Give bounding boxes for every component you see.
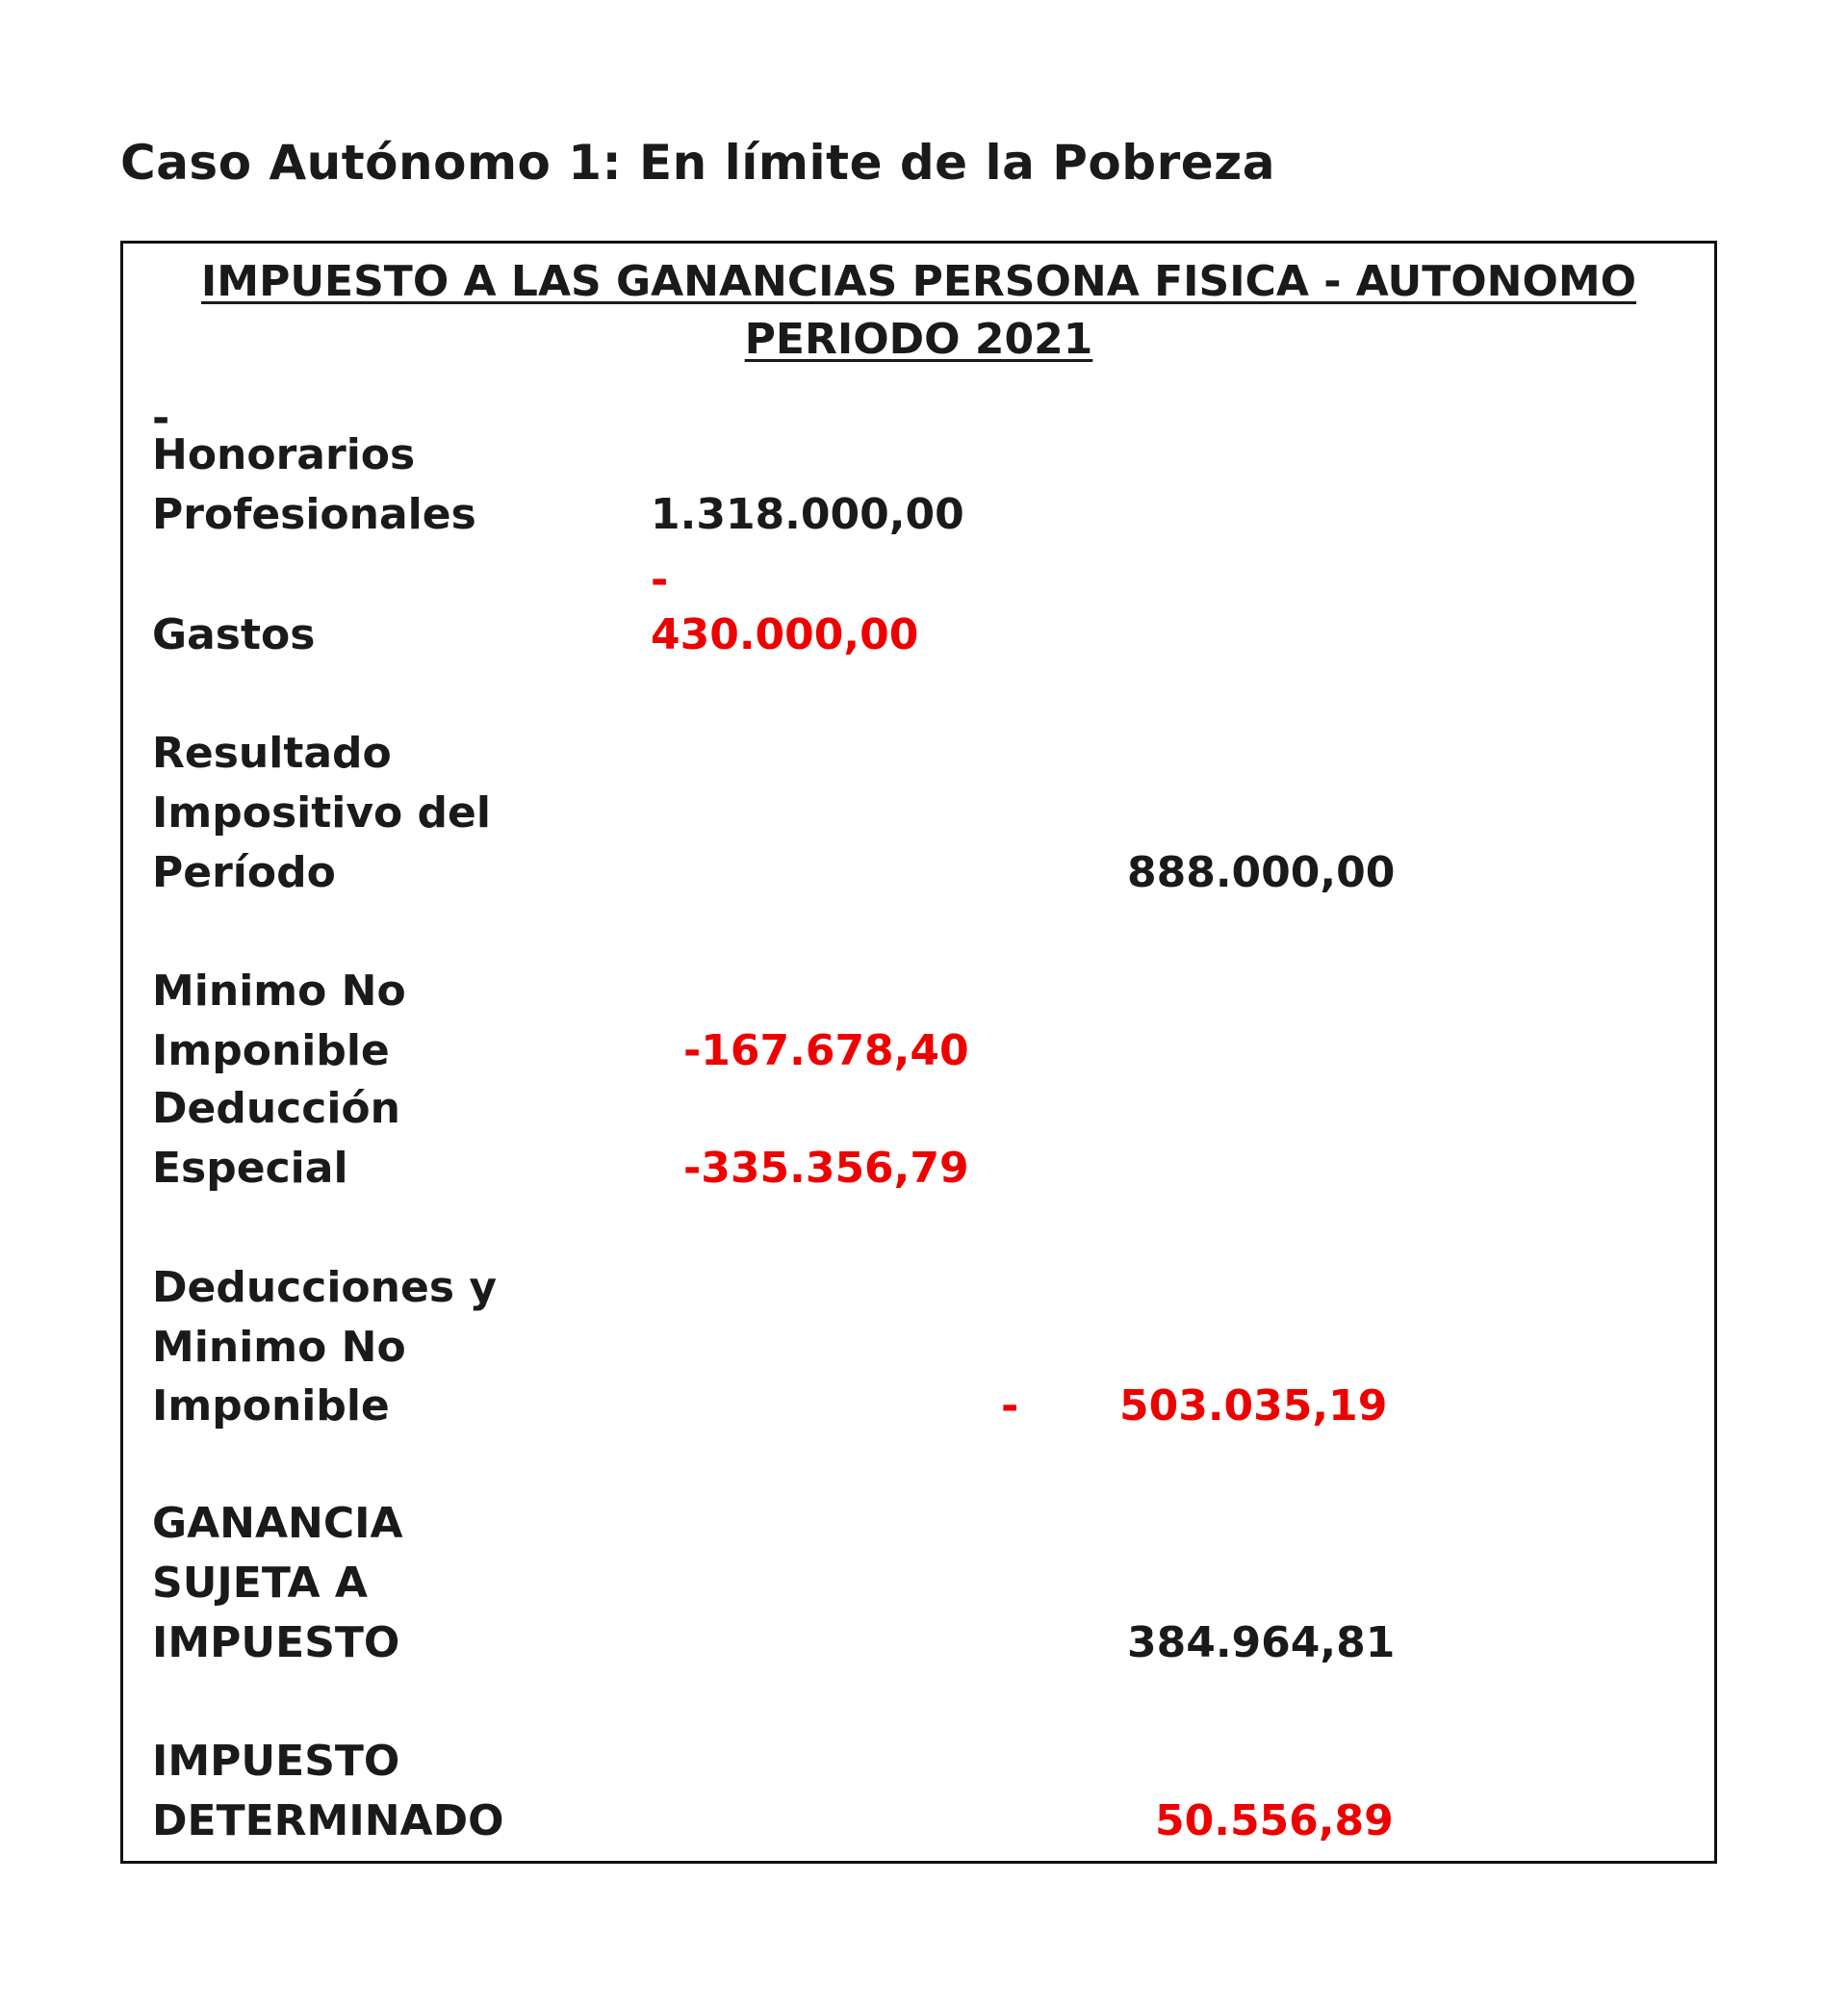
row-label: Especial bbox=[152, 1144, 348, 1193]
row-total: 888.000,00 bbox=[1127, 848, 1396, 897]
row-label: Imponible bbox=[152, 1381, 390, 1431]
row-label: Deducciones y bbox=[152, 1263, 498, 1312]
row-total-prefix: - bbox=[1001, 1381, 1019, 1431]
row-label: IMPUESTO bbox=[152, 1618, 400, 1667]
row-value: 430.000,00 bbox=[651, 610, 919, 659]
stray-dash: - bbox=[152, 394, 170, 443]
row-label: SUJETA A bbox=[152, 1559, 368, 1608]
row-label: Resultado bbox=[152, 729, 392, 778]
row-total: 503.035,19 bbox=[1119, 1381, 1388, 1431]
row-label: Deducción bbox=[152, 1084, 400, 1133]
row-label: Gastos bbox=[152, 610, 316, 659]
row-value: -335.356,79 bbox=[683, 1144, 969, 1193]
page-title: Caso Autónomo 1: En límite de la Pobreza bbox=[120, 135, 1275, 191]
table-heading-line2: PERIODO 2021 bbox=[744, 315, 1093, 364]
row-label: IMPUESTO bbox=[152, 1737, 400, 1786]
row-label: Minimo No bbox=[152, 967, 406, 1016]
row-label: Período bbox=[152, 848, 336, 897]
table-heading-line1: IMPUESTO A LAS GANANCIAS PERSONA FISICA - AUTONOMO bbox=[200, 257, 1637, 306]
tax-table bbox=[120, 241, 1717, 1864]
row-value: -167.678,40 bbox=[683, 1026, 969, 1075]
row-label: Profesionales bbox=[152, 490, 476, 539]
row-label: GANANCIA bbox=[152, 1499, 403, 1548]
row-value: 1.318.000,00 bbox=[651, 490, 964, 539]
row-label: Imponible bbox=[152, 1026, 390, 1075]
row-label: DETERMINADO bbox=[152, 1796, 504, 1845]
row-label: Honorarios bbox=[152, 430, 416, 479]
row-value-prefix: - bbox=[651, 555, 669, 605]
row-total: 384.964,81 bbox=[1127, 1618, 1396, 1667]
row-label: Minimo No bbox=[152, 1323, 406, 1372]
row-label: Impositivo del bbox=[152, 788, 491, 838]
row-total: 50.556,89 bbox=[1155, 1796, 1394, 1845]
